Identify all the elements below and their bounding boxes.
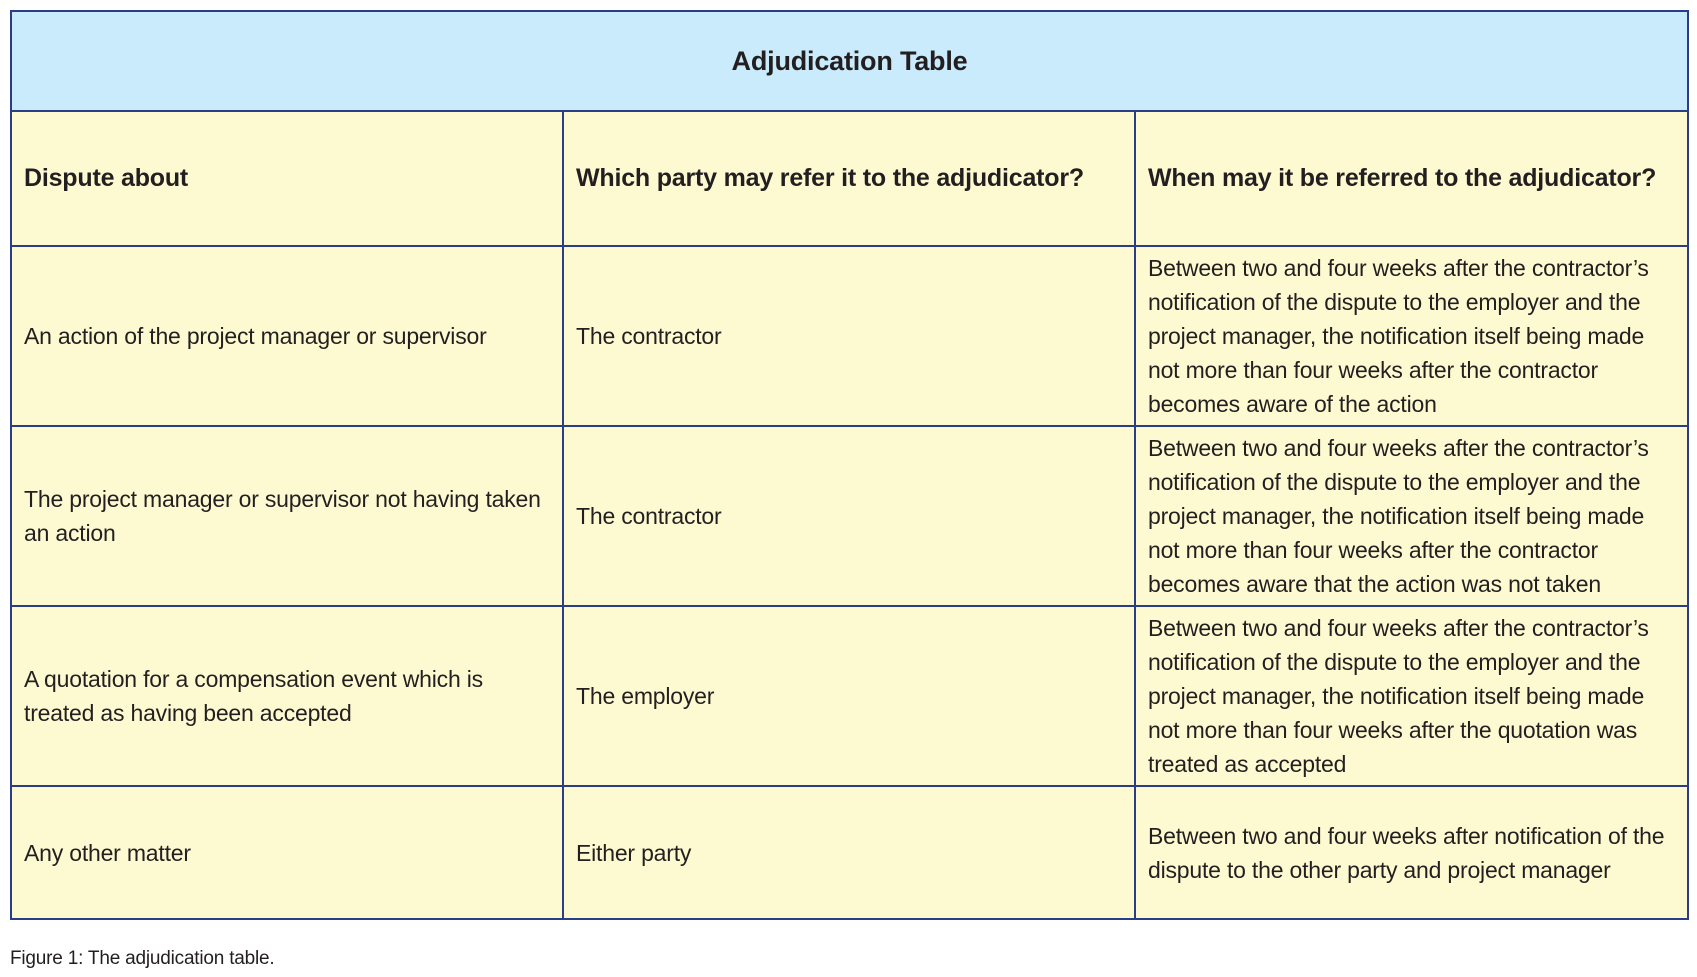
cell-dispute: A quotation for a compensation event which is treated as having been accepted [11, 606, 563, 786]
table-row [11, 426, 1688, 606]
header-when-referred: When may it be referred to the adjudicator? [1135, 111, 1688, 246]
cell-party: The contractor [563, 246, 1135, 426]
cell-party: Either party [563, 786, 1135, 919]
adjudication-table [10, 10, 1689, 920]
table-header-row [11, 111, 1688, 246]
table-title: Adjudication Table [11, 11, 1688, 111]
header-which-party: Which party may refer it to the adjudicator? [563, 111, 1135, 246]
table-title-row [11, 11, 1688, 111]
cell-when: Between two and four weeks after the contractor’s notification of the dispute to the employer and the project manager, the notification itself being made not more than four weeks after the contractor becomes aware of the action [1135, 246, 1688, 426]
table-row [11, 606, 1688, 786]
cell-party: The contractor [563, 426, 1135, 606]
table-row [11, 786, 1688, 919]
figure-caption: Figure 1: The adjudication table. [10, 948, 275, 969]
cell-dispute: Any other matter [11, 786, 563, 919]
cell-dispute: The project manager or supervisor not having taken an action [11, 426, 563, 606]
cell-when: Between two and four weeks after the contractor’s notification of the dispute to the employer and the project manager, the notification itself being made not more than four weeks after the contractor becomes aware that the action was not taken [1135, 426, 1688, 606]
cell-when: Between two and four weeks after the contractor’s notification of the dispute to the employer and the project manager, the notification itself being made not more than four weeks after the quotation was treated as accepted [1135, 606, 1688, 786]
cell-when: Between two and four weeks after notification of the dispute to the other party and project manager [1135, 786, 1688, 919]
adjudication-table-container [10, 10, 1687, 920]
table-row [11, 246, 1688, 426]
cell-dispute: An action of the project manager or supervisor [11, 246, 563, 426]
header-dispute-about: Dispute about [11, 111, 563, 246]
cell-party: The employer [563, 606, 1135, 786]
